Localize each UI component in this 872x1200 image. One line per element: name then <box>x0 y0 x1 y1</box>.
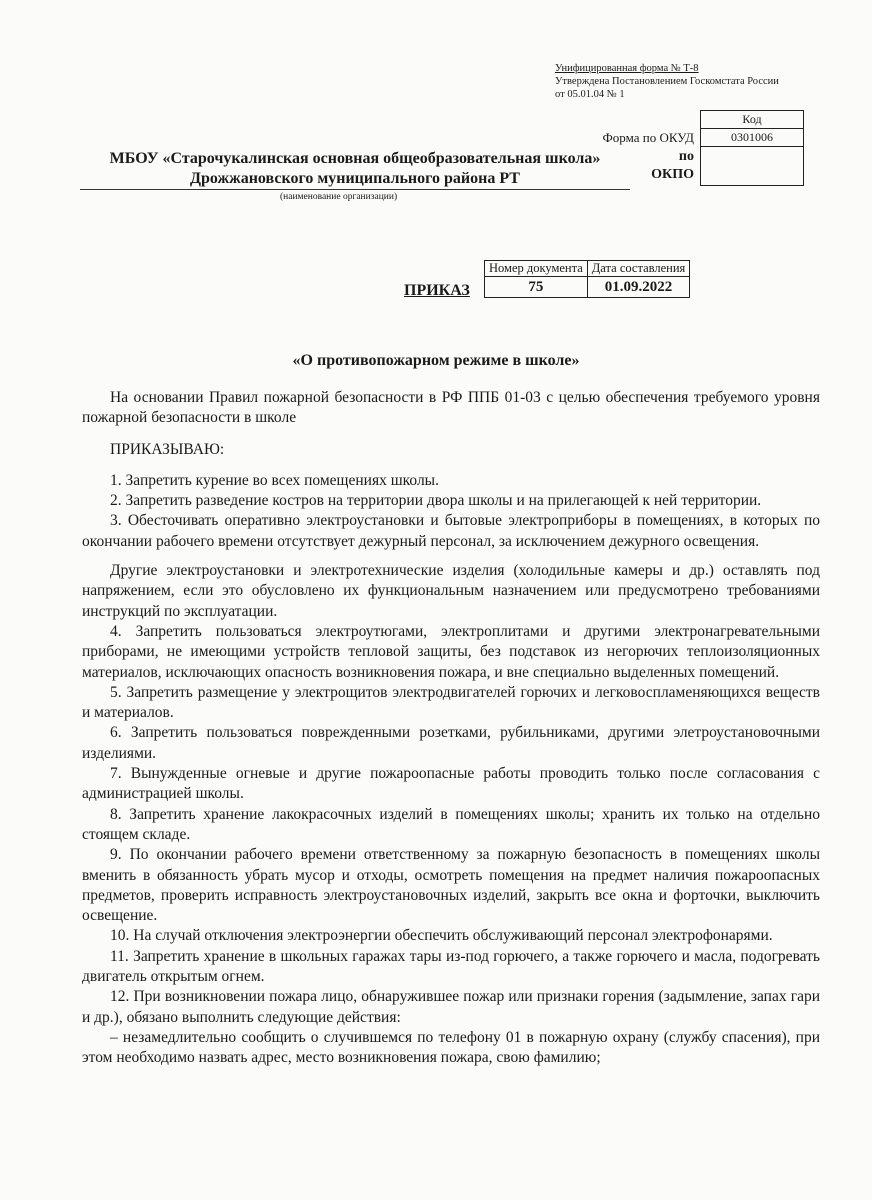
organization-name-line2: Дрожжановского муниципального района РТ <box>190 170 520 187</box>
order-title: «О противопожарном режиме в школе» <box>292 352 580 369</box>
order-body <box>82 388 820 1069</box>
okud-value: 0301006 <box>701 129 803 147</box>
document-info-table <box>484 260 690 298</box>
okpo-label <box>620 148 694 184</box>
list-item: 3. Обесточивать оперативно электроустановки и бытовые электроприборы в помещениях, в которых по окончании рабочего времени отсутствует дежурный персонал, за исключением дежурного освещения. <box>82 512 820 550</box>
list-item: 5. Запретить размещение у электрощитов электродвигателей горючих и легковоспламеняющихся веществ и материалов. <box>82 683 820 722</box>
okud-label: Форма по ОКУД <box>602 130 694 145</box>
list-item: 6. Запретить пользоваться поврежденными розетками, рубильниками, другими элетроустановочными изделиями. <box>82 724 820 762</box>
order-word: ПРИКАЗЫВАЮ: <box>110 440 225 458</box>
list-item: Другие электроустановки и электротехнические изделия (холодильные камеры и др.) оставлять под напряжением, если это обусловлено их функциональным назначением или предусмотрено требованиями инструкций по эксплуатации. <box>82 562 820 620</box>
doc-number-header: Номер документа <box>485 261 588 277</box>
code-box <box>700 110 804 186</box>
organization-name <box>80 149 630 190</box>
list-item: 12. При возникновении пожара лицо, обнаружившее пожар или признаки горения (задымление, запах гари и др.), обязано выполнить следующие действия: <box>82 988 820 1026</box>
okpo-label-okpo: ОКПО <box>651 167 694 182</box>
form-number: Унифицированная форма № Т-8 <box>555 63 699 74</box>
list-item: 1. Запретить курение во всех помещениях школы. <box>110 471 439 489</box>
list-item: 4. Запретить пользоваться электроутюгами, электроплитами и другими электронагревательными приборами, не имеющими устройств тепловой защиты, без подставок из негорючих теплоизоляционных материалов, исключающих опасность возникновения пожара, и вне специально выделенных помещений. <box>82 622 820 681</box>
organization-name-line1: МБОУ «Старочукалинская основная общеобразовательная школа» <box>109 150 601 167</box>
okpo-label-po: по <box>678 149 694 164</box>
form-approval-date: от 05.01.04 № 1 <box>555 89 625 100</box>
list-item: 10. На случай отключения электроэнергии обеспечить обслуживающий персонал электрофонарями. <box>110 927 773 945</box>
doc-number-value: 75 <box>485 277 588 298</box>
list-item: 9. По окончании рабочего времени ответственному за пожарную безопасность в помещениях школы вменить в обязанность убрать мусор и отходы, осмотреть помещения на предмет наличия пожароопасных предметов, проверить исправность электроустановочных изделий, закрыть все окна и форточки, выключить освещение. <box>82 846 820 925</box>
list-item: 8. Запретить хранение лакокрасочных изделий в помещениях школы; хранить их только на отдельно стоящем складе. <box>82 805 820 843</box>
unified-form-header <box>555 62 779 101</box>
doc-date-header: Дата составления <box>587 261 690 277</box>
code-header: Код <box>701 111 803 129</box>
list-item: 11. Запретить хранение в школьных гаражах тары из-под горючего, а также горючего и масла, подогревать двигатель открытым огнем. <box>82 947 820 986</box>
doc-date-value: 01.09.2022 <box>587 277 690 298</box>
preamble: На основании Правил пожарной безопасности в РФ ППБ 01-03 с целью обеспечения требуемого уровня пожарной безопасности в школе <box>82 389 820 427</box>
list-item: 2. Запретить разведение костров на территории двора школы и на прилегающей к ней территории. <box>110 492 762 510</box>
form-approval: Утверждена Постановлением Госкомстата России <box>555 76 779 87</box>
list-item: 7. Вынужденные огневые и другие пожароопасные работы проводить только после согласования с администрацией школы. <box>82 765 820 803</box>
okpo-value <box>701 147 803 185</box>
list-item: – незамедлительно сообщить о случившемся по телефону 01 в пожарную охрану (службу спасения), при этом необходимо назвать адрес, место возникновения пожара, свою фамилию; <box>82 1028 820 1067</box>
organization-caption: (наименование организации) <box>280 192 398 202</box>
document-type: ПРИКАЗ <box>404 282 470 299</box>
